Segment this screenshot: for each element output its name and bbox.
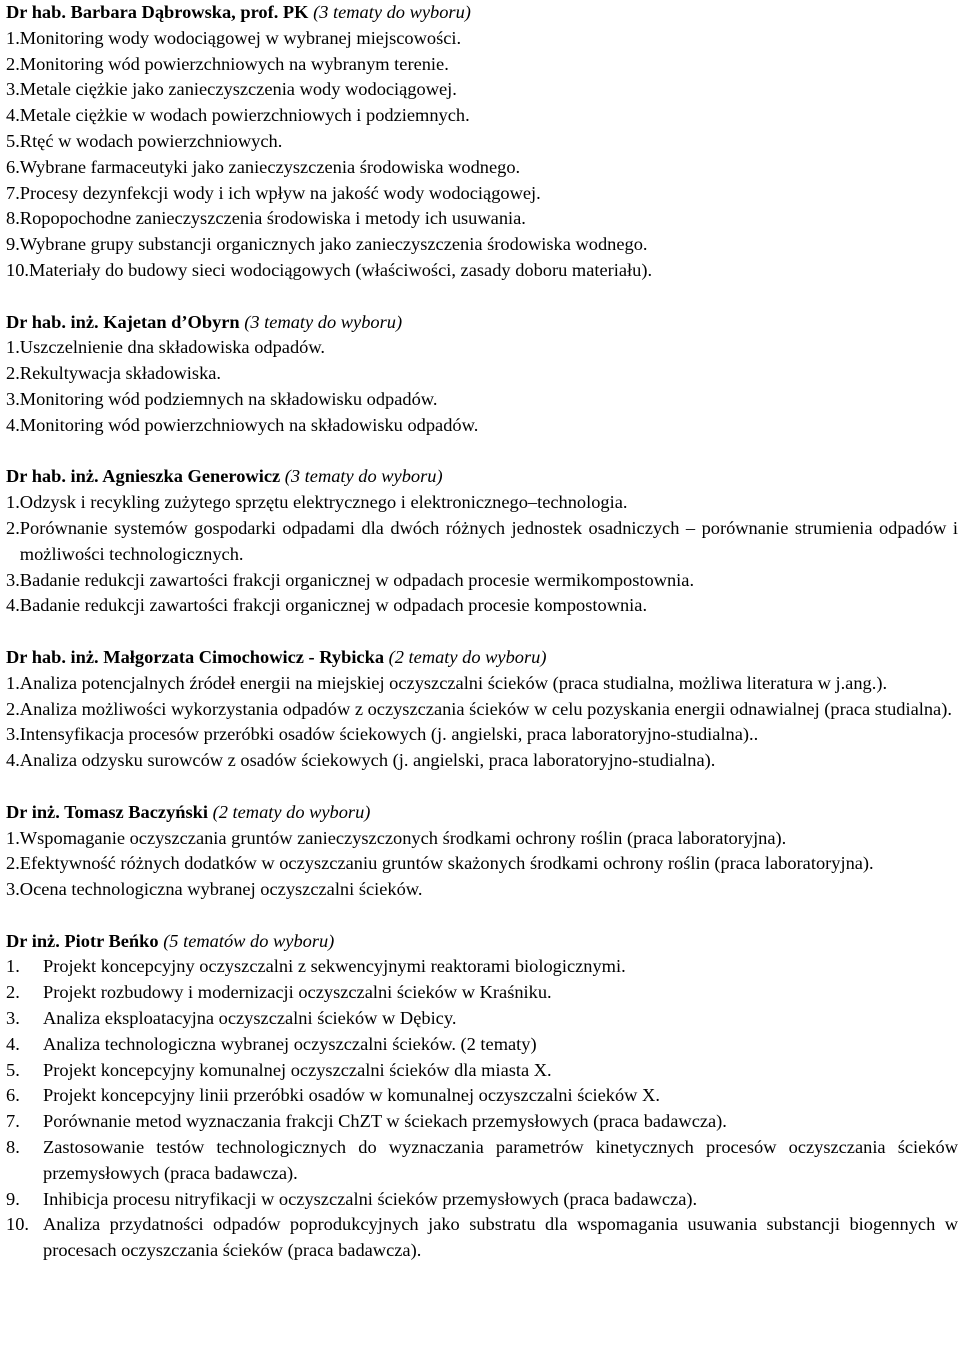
topic-number: 4. [6,105,20,126]
topic-number: 6. [6,156,20,177]
topic-number: 1. [6,337,20,358]
topic-number: 3. [6,569,20,590]
topic-text: Monitoring wód powierzchniowych na składowisku odpadów. [19,414,479,435]
supervisor-heading [6,464,958,490]
supervisor-section [6,645,958,774]
topic-list [6,826,958,903]
topic-item [6,26,958,52]
topic-list [6,335,958,438]
topic-item [6,697,958,723]
topic-number: 8. [6,1137,20,1158]
topic-text: Projekt rozbudowy i modernizacji oczyszczalni ścieków w Kraśniku. [43,982,552,1003]
topic-number: 3. [6,879,20,900]
topic-number: 5. [6,130,20,151]
topic-text: Badanie redukcji zawartości frakcji organicznej w odpadach procesie kompostownia. [19,595,648,616]
topic-text: Monitoring wody wodociągowej w wybranej miejscowości. [19,27,462,48]
topic-item [6,129,958,155]
supervisor-name: Dr inż. Piotr Beńko [6,930,159,951]
topic-text: Monitoring wód podziemnych na składowisku odpadów. [19,388,438,409]
topic-number: 2. [6,53,20,74]
topic-list [6,954,958,1264]
topic-number: 1. [6,492,20,513]
topic-text: Metale ciężkie jako zanieczyszczenia wody wodociągowej. [19,79,457,100]
supervisor-section [6,929,958,1264]
topic-item [6,722,958,748]
topic-item [6,954,958,980]
topic-item [6,1006,958,1032]
topic-number: 3. [6,79,20,100]
topic-item [6,1083,958,1109]
topic-number: 4. [6,414,20,435]
topic-number: 4. [6,1033,20,1054]
topic-number: 2. [6,363,20,384]
topic-text: Analiza możliwości wykorzystania odpadów z oczyszczania ścieków w celu pozyskania energii odnawialnej (praca studialna). [19,698,952,719]
topic-number: 3. [6,1008,20,1029]
topic-item [6,77,958,103]
supervisor-section [6,310,958,439]
topic-item [6,361,958,387]
supervisor-name: Dr hab. Barbara Dąbrowska, prof. PK [6,2,309,22]
topic-text: Analiza technologiczna wybranej oczyszczalni ścieków. (2 tematy) [43,1033,537,1054]
topic-number: 9. [6,1188,20,1209]
topic-number: 7. [6,1111,20,1132]
topic-text: Odzysk i recykling zużytego sprzętu elektrycznego i elektronicznego–technologia. [19,492,628,513]
topic-item [6,232,958,258]
topic-text: Metale ciężkie w wodach powierzchniowych i podziemnych. [19,105,470,126]
topic-text: Analiza przydatności odpadów poprodukcyjnych jako substratu dla wspomagania usuwania substancji biogennych w procesach oczyszczania ścieków (praca badawcza). [43,1214,958,1261]
document-page [6,0,958,1264]
topic-item [6,1032,958,1058]
topic-text: Inhibicja procesu nitryfikacji w oczyszczalni ścieków przemysłowych (praca badawcza). [43,1188,698,1209]
topic-item [6,1058,958,1084]
topic-text: Efektywność różnych dodatków w oczyszczaniu gruntów skażonych środkami ochrony roślin (praca laboratoryjna). [19,853,874,874]
topic-item [6,826,958,852]
topic-item [6,980,958,1006]
topic-count-note: (2 tematy do wyboru) [388,646,547,667]
topic-text: Intensyfikacja procesów przeróbki osadów ściekowych (j. angielski, praca laboratoryjno-studialna).. [19,724,759,745]
topic-number: 7. [6,182,20,203]
topic-count-note: (3 tematy do wyboru) [284,466,443,487]
topic-item [6,1187,958,1213]
supervisor-section [6,800,958,903]
topic-item [6,335,958,361]
topic-text: Projekt koncepcyjny oczyszczalni z sekwencyjnymi reaktorami biologicznymi. [43,956,626,977]
topic-item [6,748,958,774]
topic-number: 3. [6,388,20,409]
topic-item [6,671,958,697]
topic-item [6,206,958,232]
topic-item [6,155,958,181]
topic-number: 8. [6,208,20,229]
topic-list [6,671,958,774]
topic-text: Porównanie metod wyznaczania frakcji ChZT w ściekach przemysłowych (praca badawcza). [43,1111,727,1132]
topic-text: Monitoring wód powierzchniowych na wybranym terenie. [19,53,449,74]
topic-text: Rekultywacja składowiska. [19,363,222,384]
topic-number: 2. [6,853,20,874]
topic-item [6,851,958,877]
topic-text: Ocena technologiczna wybranej oczyszczalni ścieków. [19,879,423,900]
topic-text: Analiza odzysku surowców z osadów ściekowych (j. angielski, praca laboratoryjno-studialna). [19,750,716,771]
supervisor-heading [6,800,958,826]
supervisor-name: Dr hab. inż. Kajetan d’Obyrn [6,311,240,332]
supervisor-section [6,0,958,284]
topic-text: Rtęć w wodach powierzchniowych. [19,130,283,151]
topic-number: 1. [6,827,20,848]
topic-number: 10. [6,1214,29,1235]
topic-text: Ropopochodne zanieczyszczenia środowiska i metody ich usuwania. [19,208,526,229]
topic-item [6,490,958,516]
topic-number: 9. [6,234,20,255]
topic-item [6,593,958,619]
topic-number: 4. [6,595,20,616]
topic-text: Wybrane farmaceutyki jako zanieczyszczenia środowiska wodnego. [19,156,521,177]
supervisor-heading [6,929,958,955]
topic-count-note: (3 tematy do wyboru) [244,311,403,332]
topic-count-note: (2 tematy do wyboru) [212,801,371,822]
topic-text: Analiza potencjalnych źródeł energii na miejskiej oczyszczalni ścieków (praca studialna, możliwa literatura w j.ang.). [19,672,888,693]
topic-number: 1. [6,27,20,48]
topic-item [6,1135,958,1187]
supervisor-name: Dr hab. inż. Agnieszka Generowicz [6,466,281,487]
topic-item [6,52,958,78]
topic-item [6,413,958,439]
topic-number: 4. [6,750,20,771]
topic-number: 10. [6,259,29,280]
topic-item [6,258,958,284]
topic-text: Materiały do budowy sieci wodociągowych (właściwości, zasady doboru materiału). [29,259,653,280]
topic-item [6,103,958,129]
topic-number: 2. [6,517,20,538]
topic-list [6,490,958,619]
topic-number: 1. [6,956,20,977]
topic-count-note: (5 tematów do wyboru) [163,930,335,951]
topic-number: 5. [6,1059,20,1080]
topic-item [6,387,958,413]
supervisor-heading [6,0,958,26]
supervisor-section [6,464,958,619]
supervisor-heading [6,310,958,336]
topic-text: Wspomaganie oczyszczania gruntów zanieczyszczonych środkami ochrony roślin (praca laboratoryjna). [19,827,787,848]
topic-number: 6. [6,1085,20,1106]
topic-item [6,1109,958,1135]
topic-text: Analiza eksploatacyjna oczyszczalni ścieków w Dębicy. [43,1008,457,1029]
topic-text: Zastosowanie testów technologicznych do wyznaczania parametrów kinetycznych procesów oczyszczania ścieków przemysłowych (praca badawcza). [43,1137,958,1183]
topic-count-note: (3 tematy do wyboru) [313,2,471,22]
topic-number: 3. [6,724,20,745]
topic-text: Porównanie systemów gospodarki odpadami dla dwóch różnych jednostek osadniczych – porównanie strumienia odpadów i możliwości technologicznych. [19,517,958,564]
topic-list [6,26,958,284]
topic-number: 2. [6,982,20,1003]
topic-item [6,1212,958,1264]
topic-text: Wybrane grupy substancji organicznych jako zanieczyszczenia środowiska wodnego. [19,234,648,255]
topic-item [6,877,958,903]
topic-text: Projekt koncepcyjny linii przeróbki osadów w komunalnej oczyszczalni ścieków X. [43,1085,660,1106]
topic-item [6,568,958,594]
supervisor-heading [6,645,958,671]
supervisor-name: Dr hab. inż. Małgorzata Cimochowicz - Rybicka [6,646,385,667]
topic-number: 1. [6,672,20,693]
topic-number: 2. [6,698,20,719]
topic-text: Projekt koncepcyjny komunalnej oczyszczalni ścieków dla miasta X. [43,1059,552,1080]
topic-text: Badanie redukcji zawartości frakcji organicznej w odpadach procesie wermikompostownia. [19,569,695,590]
topic-item [6,516,958,568]
topic-text: Procesy dezynfekcji wody i ich wpływ na jakość wody wodociągowej. [19,182,541,203]
topic-text: Uszczelnienie dna składowiska odpadów. [19,337,326,358]
supervisor-name: Dr inż. Tomasz Baczyński [6,801,208,822]
topic-item [6,181,958,207]
